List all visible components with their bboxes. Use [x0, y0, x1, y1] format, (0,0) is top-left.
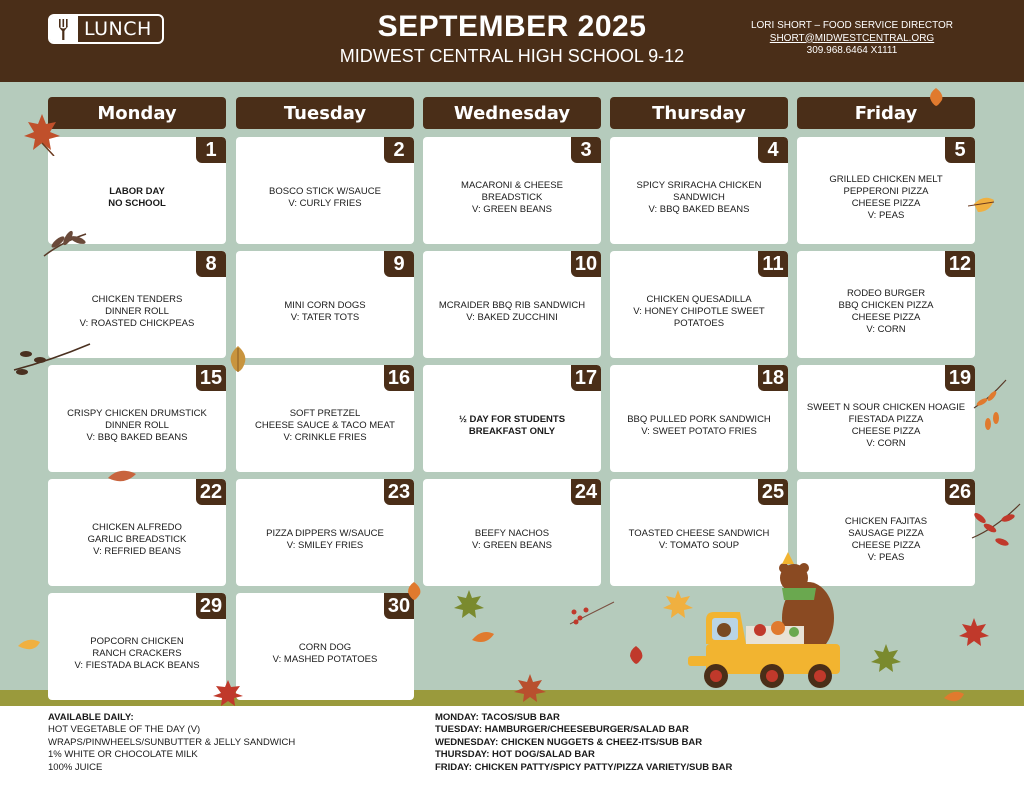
menu-line: V: FIESTADA BLACK BEANS: [74, 660, 200, 672]
header-banner: [0, 0, 1024, 82]
available-daily-item: HOT VEGETABLE OF THE DAY (V): [48, 724, 201, 736]
date-badge: 3: [571, 137, 601, 163]
oak-leaf-icon: [940, 686, 966, 706]
daily-bar-item: WEDNESDAY: CHICKEN NUGGETS & CHEEZ-ITS/SUB BAR: [435, 736, 703, 748]
date-badge: 8: [196, 251, 226, 277]
menu-line: SWEET N SOUR CHICKEN HOAGIE: [806, 401, 966, 413]
menu-line: TOASTED CHEESE SANDWICH: [628, 527, 770, 539]
twig-icon: [566, 598, 616, 628]
calendar-board: [0, 82, 1024, 706]
day-cell: [48, 365, 226, 472]
menu-line: MACARONI & CHEESE: [461, 179, 563, 191]
menu-line: DINNER ROLL: [105, 419, 169, 431]
fork-icon: [50, 16, 78, 42]
menu-items: [427, 167, 597, 238]
daily-bar-item: TUESDAY: HAMBURGER/CHEESEBURGER/SALAD BAR: [435, 724, 689, 736]
available-daily-heading: AVAILABLE DAILY:: [48, 712, 134, 723]
menu-line: CHEESE PIZZA: [851, 426, 921, 437]
menu-line: MCRAIDER BBQ RIB SANDWICH: [438, 299, 586, 311]
menu-line: V: TOMATO SOUP: [658, 540, 740, 551]
day-cell: [236, 251, 414, 358]
date-badge: 12: [945, 251, 975, 277]
daily-bar-item: MONDAY: TACOS/SUB BAR: [435, 712, 560, 723]
menu-items: [240, 623, 410, 694]
twig-icon: [970, 378, 1010, 434]
day-cell: [423, 479, 601, 586]
menu-line: CHEESE PIZZA: [851, 312, 921, 323]
maple-leaf-icon: [510, 672, 550, 706]
menu-line: BBQ PULLED PORK SANDWICH: [627, 413, 771, 425]
menu-line: BREADSTICK: [481, 191, 543, 203]
menu-line: DINNER ROLL: [105, 305, 169, 317]
date-badge: 4: [758, 137, 788, 163]
weekday-header-thursday: Thursday: [610, 97, 788, 129]
day-cell: [610, 137, 788, 244]
menu-line: V: TATER TOTS: [290, 312, 360, 323]
menu-line: POPCORN CHICKEN: [90, 635, 184, 647]
date-badge: 15: [196, 365, 226, 391]
menu-line: V: PEAS: [867, 552, 905, 564]
available-daily-item: 1% WHITE OR CHOCOLATE MILK: [48, 749, 198, 761]
menu-line: V: PEAS: [867, 210, 905, 222]
menu-line: BBQ CHICKEN PIZZA: [838, 299, 934, 311]
menu-line: NO SCHOOL: [108, 198, 166, 209]
date-badge: 17: [571, 365, 601, 391]
menu-line: V: GREEN BEANS: [472, 204, 552, 216]
day-cell: [236, 479, 414, 586]
oak-leaf-icon: [14, 634, 42, 656]
menu-line: CHICKEN ALFREDO: [92, 521, 182, 533]
day-cell: [236, 365, 414, 472]
date-badge: 18: [758, 365, 788, 391]
maple-leaf-icon: [22, 112, 62, 156]
menu-line: RODEO BURGER: [846, 287, 926, 299]
daily-bar-item: THURSDAY: HOT DOG/SALAD BAR: [435, 749, 595, 761]
director-name: LORI SHORT – FOOD SERVICE DIRECTOR: [750, 20, 954, 31]
director-email[interactable]: SHORT@MIDWESTCENTRAL.ORG: [769, 32, 935, 44]
menu-line: FIESTADA PIZZA: [848, 413, 924, 425]
oak-leaf-icon: [106, 466, 138, 486]
date-badge: 24: [571, 479, 601, 505]
available-daily-item: WRAPS/PINWHEELS/SUNBUTTER & JELLY SANDWICH: [48, 736, 296, 748]
oak-leaf-icon: [624, 642, 648, 666]
menu-items: [614, 167, 784, 238]
menu-line: RANCH CRACKERS: [92, 647, 182, 659]
menu-line: V: REFRIED BEANS: [93, 546, 181, 558]
oak-leaf-icon: [225, 344, 251, 374]
menu-items: [801, 395, 971, 466]
date-badge: 30: [384, 593, 414, 619]
menu-line: CHEESE PIZZA: [851, 198, 921, 209]
maple-leaf-icon: [868, 640, 904, 676]
date-badge: 11: [758, 251, 788, 277]
day-cell: [423, 137, 601, 244]
date-badge: 26: [945, 479, 975, 505]
available-daily-item: 100% JUICE: [48, 761, 103, 773]
menu-line: POTATOES: [673, 318, 725, 330]
menu-line: ½ DAY FOR STUDENTS: [458, 413, 566, 425]
menu-items: [240, 509, 410, 580]
footer: [0, 706, 1024, 791]
date-badge: 22: [196, 479, 226, 505]
menu-line: PEPPERONI PIZZA: [843, 185, 929, 197]
menu-line: CHICKEN TENDERS: [91, 293, 183, 305]
menu-line: V: MASHED POTATOES: [272, 654, 378, 665]
menu-line: CHEESE PIZZA: [851, 540, 921, 551]
director-phone: 309.968.6464 X1111: [806, 45, 898, 56]
menu-items: [52, 395, 222, 466]
lunch-logo: [48, 14, 164, 44]
day-cell: [797, 365, 975, 472]
twig-icon: [968, 498, 1022, 558]
day-cell: [797, 137, 975, 244]
weekday-header-friday: Friday: [797, 97, 975, 129]
menu-line: BEEFY NACHOS: [474, 527, 550, 539]
daily-bars: [435, 712, 732, 774]
day-cell: [236, 137, 414, 244]
menu-line: BREAKFAST ONLY: [468, 426, 556, 437]
menu-items: [614, 395, 784, 466]
menu-items: [240, 167, 410, 238]
day-cell: [423, 251, 601, 358]
truck-icon: [676, 548, 842, 694]
day-cell: [48, 593, 226, 700]
menu-line: CHEESE SAUCE & TACO MEAT: [255, 419, 395, 431]
maple-leaf-icon: [956, 614, 992, 650]
menu-line: SPICY SRIRACHA CHICKEN: [636, 179, 762, 191]
menu-items: [427, 509, 597, 580]
date-badge: 9: [384, 251, 414, 277]
menu-line: V: CORN: [866, 438, 906, 450]
menu-items: [801, 281, 971, 352]
date-badge: 1: [196, 137, 226, 163]
weekday-header-tuesday: Tuesday: [236, 97, 414, 129]
menu-line: V: BAKED ZUCCHINI: [466, 312, 558, 323]
menu-line: GARLIC BREADSTICK: [87, 533, 187, 545]
menu-items: [240, 395, 410, 466]
menu-items: [427, 395, 597, 466]
page-title: SEPTEMBER 2025: [377, 10, 647, 43]
maple-leaf-icon: [210, 678, 246, 706]
menu-line: V: CORN: [866, 324, 906, 336]
date-badge: 25: [758, 479, 788, 505]
menu-line: CORN DOG: [298, 641, 352, 653]
menu-line: CHICKEN FAJITAS: [844, 515, 928, 527]
menu-line: LABOR DAY: [109, 185, 165, 197]
menu-items: [614, 281, 784, 352]
menu-items: [427, 281, 597, 352]
menu-line: MINI CORN DOGS: [284, 299, 366, 311]
menu-line: V: SWEET POTATO FRIES: [641, 426, 757, 437]
menu-line: SOFT PRETZEL: [289, 407, 361, 419]
menu-line: SAUSAGE PIZZA: [848, 527, 924, 539]
menu-line: PIZZA DIPPERS W/SAUCE: [266, 527, 384, 539]
date-badge: 5: [945, 137, 975, 163]
menu-items: [52, 509, 222, 580]
day-cell: [610, 251, 788, 358]
menu-line: V: GREEN BEANS: [472, 540, 552, 551]
menu-line: SANDWICH: [673, 191, 725, 203]
date-badge: 23: [384, 479, 414, 505]
menu-line: V: SMILEY FRIES: [286, 540, 364, 551]
menu-items: [52, 623, 222, 694]
daily-bar-item: FRIDAY: CHICKEN PATTY/SPICY PATTY/PIZZA VARIETY/SUB BAR: [435, 761, 733, 773]
menu-items: [240, 281, 410, 352]
menu-line: V: CRINKLE FRIES: [283, 432, 367, 444]
menu-line: GRILLED CHICKEN MELT: [829, 173, 943, 185]
menu-line: V: CURLY FRIES: [288, 198, 362, 209]
oak-leaf-icon: [926, 84, 946, 108]
weekday-header-wednesday: Wednesday: [423, 97, 601, 129]
contact-info: [740, 20, 964, 58]
menu-line: V: HONEY CHIPOTLE SWEET: [633, 305, 765, 317]
oak-leaf-icon: [470, 628, 496, 648]
logo-label: LUNCH: [84, 18, 152, 40]
day-cell: [48, 479, 226, 586]
day-cell: [423, 365, 601, 472]
date-badge: 16: [384, 365, 414, 391]
date-badge: 29: [196, 593, 226, 619]
available-daily: [48, 712, 295, 774]
menu-line: V: BBQ BAKED BEANS: [648, 204, 750, 216]
date-badge: 10: [571, 251, 601, 277]
date-badge: 19: [945, 365, 975, 391]
oak-leaf-icon: [404, 578, 424, 602]
menu-line: V: BBQ BAKED BEANS: [86, 432, 188, 444]
menu-line: CHICKEN QUESADILLA: [646, 293, 752, 305]
menu-line: CRISPY CHICKEN DRUMSTICK: [67, 407, 207, 419]
menu-line: V: ROASTED CHICKPEAS: [79, 318, 195, 330]
twig-icon: [40, 220, 90, 260]
menu-items: [801, 167, 971, 238]
day-cell: [236, 593, 414, 700]
weekday-header-monday: Monday: [48, 97, 226, 129]
oak-leaf-icon: [968, 192, 998, 216]
twig-icon: [12, 340, 92, 380]
day-cell: [797, 251, 975, 358]
maple-leaf-icon: [452, 586, 486, 622]
menu-line: BOSCO STICK W/SAUCE: [269, 185, 381, 197]
date-badge: 2: [384, 137, 414, 163]
school-name: MIDWEST CENTRAL HIGH SCHOOL 9-12: [339, 46, 685, 66]
day-cell: [610, 365, 788, 472]
